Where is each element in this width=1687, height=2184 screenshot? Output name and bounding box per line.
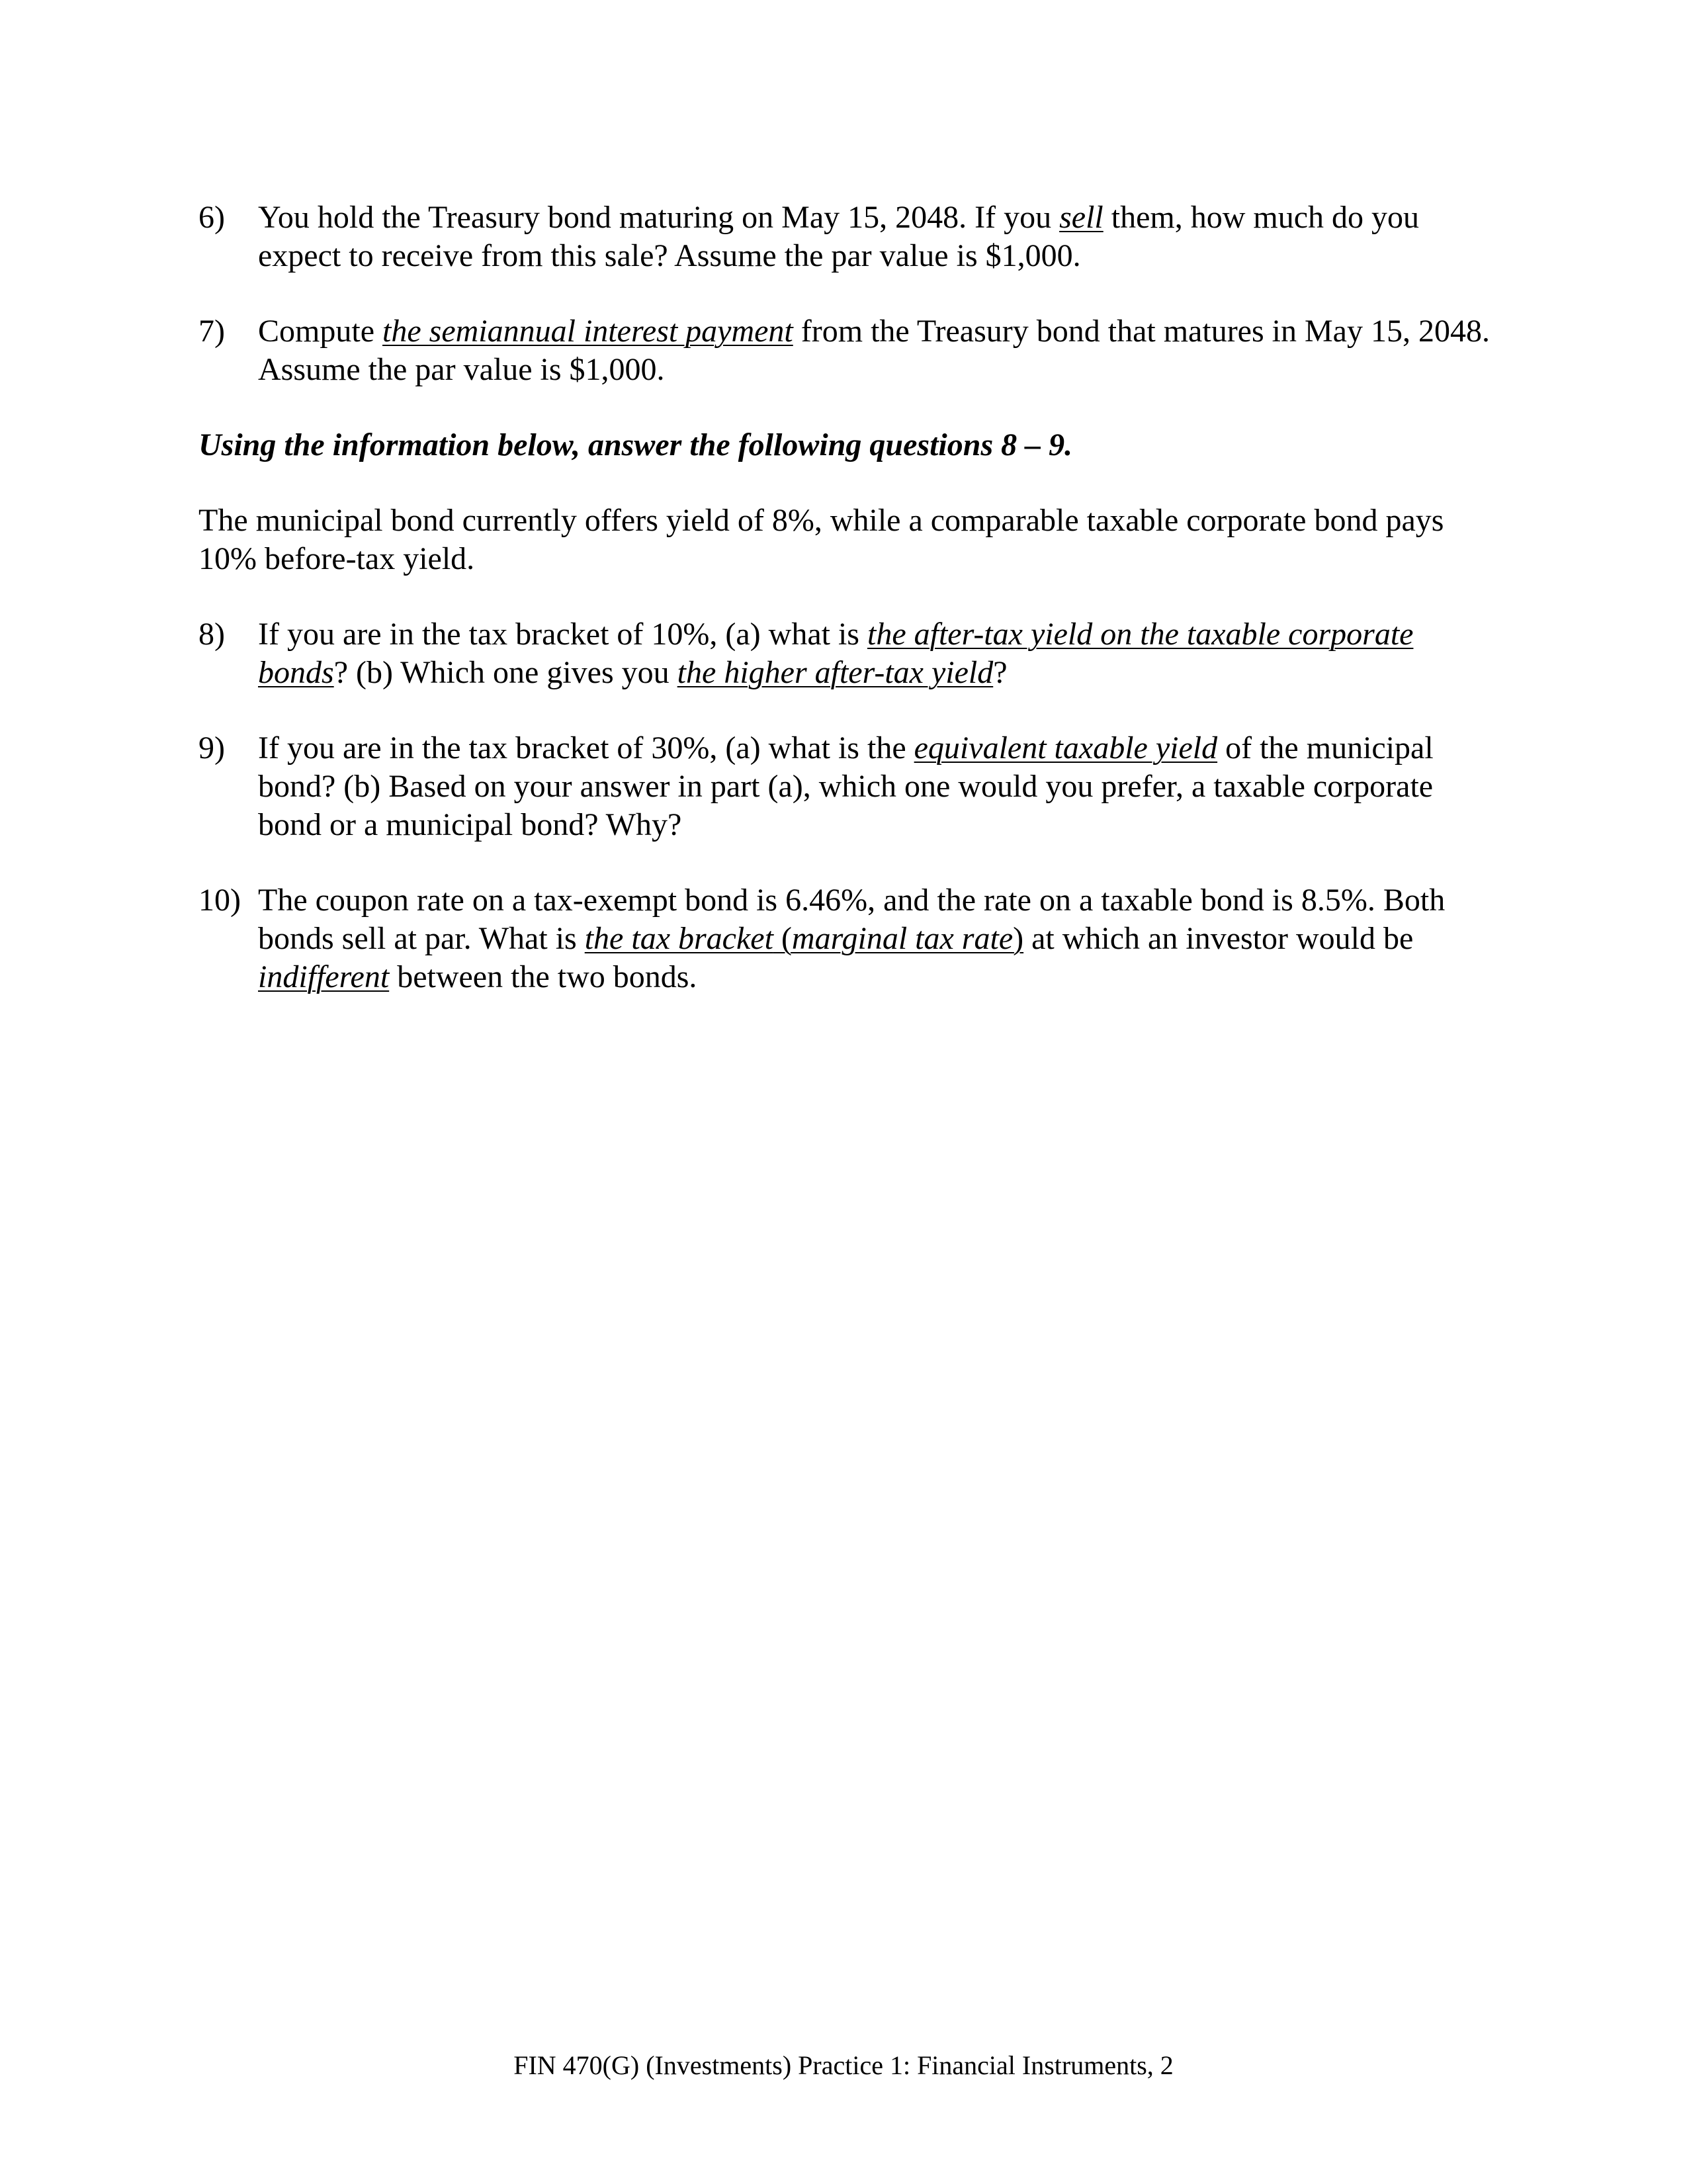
question-10 [198, 881, 1492, 996]
question-text: ? (b) Which one gives you [333, 655, 677, 690]
question-text: them, how much do you expect to receive from this sale? Assume the par value is $1,000. [258, 200, 1420, 273]
question-number: 10) [198, 883, 241, 918]
question-7 [198, 312, 1492, 389]
emphasis-text: the after-tax yield on the taxable corporate bonds [258, 617, 1414, 690]
question-text: from the Treasury bond that matures in May 15, 2048. Assume the par value is $1,000. [258, 314, 1490, 387]
question-text: If you are in the tax bracket of 10%, (a) what is [258, 617, 867, 652]
question-number: 6) [198, 200, 225, 235]
page-footer: FIN 470(G) (Investments) Practice 1: Financial Instruments, 2 [513, 2050, 1174, 2080]
question-text: Compute [258, 314, 382, 349]
section-heading: Using the information below, answer the following questions 8 – 9. [198, 427, 1073, 462]
intro-paragraph: The municipal bond currently offers yield of 8%, while a comparable taxable corporate bond pays 10% before-tax yield. [198, 503, 1444, 576]
emphasis-text: the higher after-tax yield [677, 655, 994, 690]
question-text: You hold the Treasury bond maturing on May 15, 2048. If you [258, 200, 1060, 235]
emphasis-text: the semiannual interest payment [382, 314, 793, 349]
question-text: at which an investor would be [1023, 921, 1414, 956]
paren-text: ) [1013, 921, 1024, 956]
question-text: The coupon rate on a tax-exempt bond is 6.46%, and the rate on a taxable bond is 8.5%. Both bonds sell at par. What is [258, 883, 1446, 956]
emphasis-text: marginal tax rate [791, 921, 1014, 956]
question-text: of the municipal bond? (b) Based on your answer in part (a), which one would you prefer, a taxable corporate bond or a municipal bond? Why? [258, 730, 1434, 842]
question-8 [198, 615, 1492, 692]
question-text: If you are in the tax bracket of 30%, (a) what is the [258, 730, 914, 765]
question-text: between the two bonds. [389, 959, 697, 994]
emphasis-text: equivalent taxable yield [914, 730, 1218, 765]
emphasis-text: the tax bracket [584, 921, 773, 956]
question-number: 8) [198, 617, 225, 652]
question-number: 7) [198, 314, 225, 349]
question-6 [198, 198, 1492, 275]
question-9 [198, 729, 1492, 844]
paren-text: ( [773, 921, 792, 956]
document-body [198, 198, 1492, 996]
question-number: 9) [198, 730, 225, 765]
emphasis-text: indifferent [258, 959, 390, 994]
question-text: ? [993, 655, 1008, 690]
emphasis-text: sell [1059, 200, 1103, 235]
